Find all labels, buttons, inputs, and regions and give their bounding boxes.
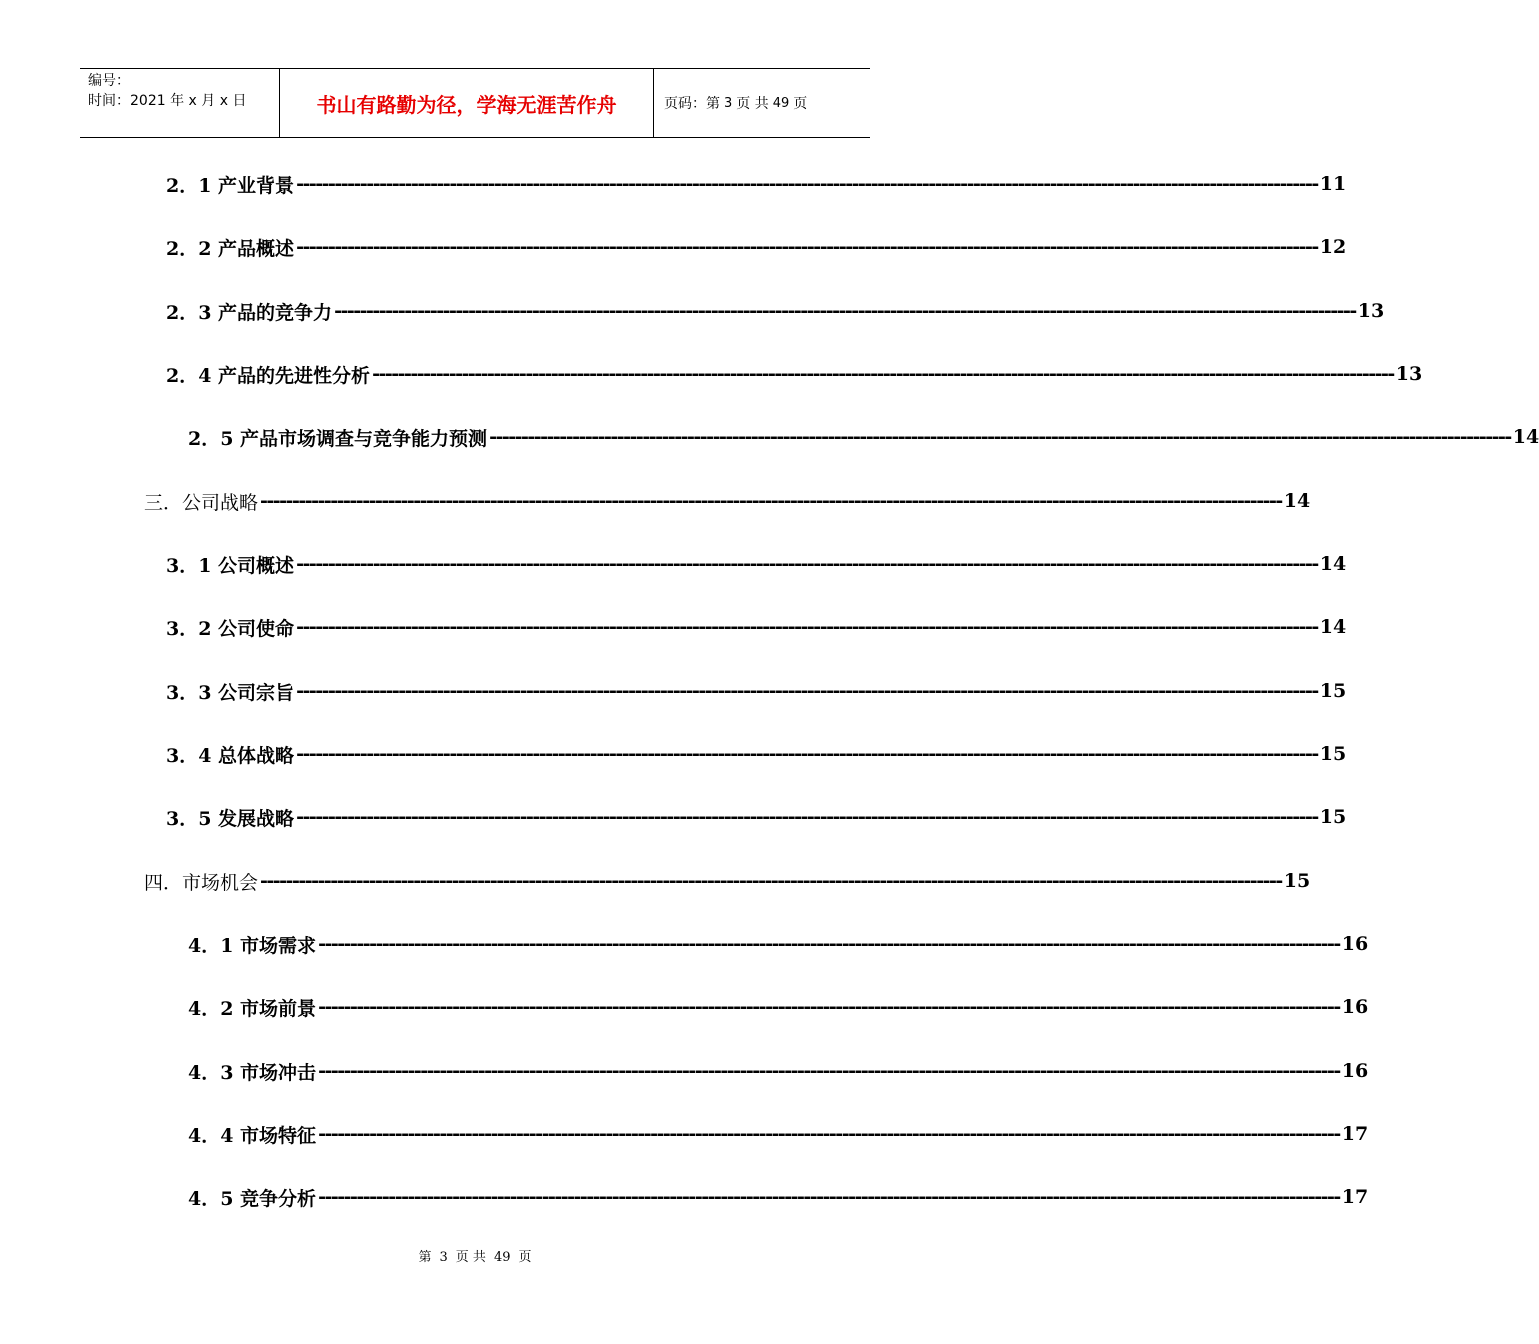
- toc-leader: ----------------------------------------------------------------------------------------------------------------------------------------------------------------: [296, 616, 1318, 638]
- toc-leader: ----------------------------------------------------------------------------------------------------------------------------------------------------------------: [318, 1186, 1340, 1208]
- toc-leader: ----------------------------------------------------------------------------------------------------------------------------------------------------------------: [318, 1123, 1340, 1145]
- header-page-info: [654, 69, 870, 137]
- page-header: [80, 68, 870, 138]
- toc-entry-title: 2．5 产品市场调查与竞争能力预测: [188, 427, 488, 450]
- toc-entry-title: 三．公司战略: [144, 491, 259, 514]
- toc-entry[interactable]: [188, 992, 1369, 1022]
- toc-entry[interactable]: [166, 549, 1347, 579]
- toc-entry-title: 3．1 公司概述: [166, 554, 295, 577]
- toc-entry-page: 16: [1341, 933, 1369, 955]
- toc-entry-page: 15: [1319, 680, 1347, 702]
- page-total: 49: [772, 95, 790, 111]
- toc-entry-title: 3．4 总体战略: [166, 744, 295, 767]
- toc-entry-page: 12: [1319, 236, 1347, 258]
- footer-total: 49: [493, 1250, 511, 1265]
- toc-entry[interactable]: [166, 612, 1347, 642]
- toc-entry[interactable]: [188, 422, 1539, 452]
- toc-entry[interactable]: [166, 232, 1347, 262]
- toc-entry-title: 2．2 产品概述: [166, 237, 295, 260]
- footer-current: 3: [439, 1250, 448, 1265]
- toc-leader: ----------------------------------------------------------------------------------------------------------------------------------------------------------------: [296, 680, 1318, 702]
- footer-prefix: 第: [418, 1250, 432, 1265]
- time-label: 时间：2021 年 x 月 x 日: [88, 93, 247, 109]
- toc-entry-page: 17: [1341, 1123, 1369, 1145]
- toc-entry-title: 4．4 市场特征: [188, 1124, 317, 1147]
- toc-entry-title: 四．市场机会: [144, 871, 259, 894]
- toc-entry[interactable]: [188, 1119, 1369, 1149]
- toc-entry-page: 16: [1341, 996, 1369, 1018]
- toc-entry[interactable]: [166, 676, 1347, 706]
- toc-leader: ----------------------------------------------------------------------------------------------------------------------------------------------------------------: [296, 553, 1318, 575]
- toc-leader: ----------------------------------------------------------------------------------------------------------------------------------------------------------------: [334, 300, 1356, 322]
- toc-entry-title: 2．3 产品的竞争力: [166, 301, 333, 324]
- page-current: 3: [724, 95, 733, 111]
- toc-entry-page: 16: [1341, 1060, 1369, 1082]
- toc-leader: ----------------------------------------------------------------------------------------------------------------------------------------------------------------: [296, 236, 1318, 258]
- toc-entry[interactable]: [144, 486, 1311, 516]
- toc-entry-page: 14: [1283, 490, 1311, 512]
- toc-leader: ----------------------------------------------------------------------------------------------------------------------------------------------------------------: [372, 363, 1394, 385]
- toc-entry-title: 3．3 公司宗旨: [166, 681, 295, 704]
- number-label: 编号：: [88, 73, 130, 89]
- page-prefix: 页码：第: [664, 96, 720, 112]
- page-footer: [0, 1246, 950, 1265]
- toc-entry[interactable]: [188, 1056, 1369, 1086]
- toc-leader: ----------------------------------------------------------------------------------------------------------------------------------------------------------------: [296, 173, 1318, 195]
- toc-leader: ----------------------------------------------------------------------------------------------------------------------------------------------------------------: [318, 996, 1340, 1018]
- toc-leader: ----------------------------------------------------------------------------------------------------------------------------------------------------------------: [260, 490, 1282, 512]
- toc-leader: ----------------------------------------------------------------------------------------------------------------------------------------------------------------: [296, 806, 1318, 828]
- page-suffix: 页: [793, 96, 808, 112]
- toc-entry-page: 13: [1395, 363, 1423, 385]
- toc-entry[interactable]: [144, 866, 1311, 896]
- toc-entry[interactable]: [166, 296, 1385, 326]
- toc-leader: ----------------------------------------------------------------------------------------------------------------------------------------------------------------: [260, 870, 1282, 892]
- toc-entry-title: 3．5 发展战略: [166, 807, 295, 830]
- toc-entry-page: 14: [1319, 553, 1347, 575]
- toc-entry-title: 4．3 市场冲击: [188, 1061, 317, 1084]
- toc-entry-title: 4．2 市场前景: [188, 997, 317, 1020]
- toc-entry-title: 2．4 产品的先进性分析: [166, 364, 371, 387]
- toc-leader: ----------------------------------------------------------------------------------------------------------------------------------------------------------------: [296, 743, 1318, 765]
- toc-entry[interactable]: [188, 929, 1369, 959]
- toc-entry-page: 11: [1319, 173, 1347, 195]
- toc-entry[interactable]: [166, 359, 1423, 389]
- toc-entry[interactable]: [188, 1182, 1369, 1212]
- footer-mid: 页 共: [455, 1250, 486, 1265]
- toc-leader: ----------------------------------------------------------------------------------------------------------------------------------------------------------------: [489, 426, 1511, 448]
- toc-entry-page: 15: [1319, 806, 1347, 828]
- toc-entry-title: 2．1 产业背景: [166, 174, 295, 197]
- toc-entry-page: 14: [1319, 616, 1347, 638]
- header-meta: [80, 69, 280, 137]
- toc-entry-title: 4．1 市场需求: [188, 934, 317, 957]
- toc-entry[interactable]: [166, 739, 1347, 769]
- toc-entry-page: 15: [1283, 870, 1311, 892]
- footer-suffix: 页: [518, 1250, 532, 1265]
- toc-entry[interactable]: [166, 169, 1347, 199]
- toc-leader: ----------------------------------------------------------------------------------------------------------------------------------------------------------------: [318, 933, 1340, 955]
- toc-entry-page: 14: [1512, 426, 1539, 448]
- toc-entry-title: 4．5 竞争分析: [188, 1187, 317, 1210]
- toc-entry-page: 17: [1341, 1186, 1369, 1208]
- toc-entry-page: 15: [1319, 743, 1347, 765]
- toc-entry-title: 3．2 公司使命: [166, 617, 295, 640]
- toc-leader: ----------------------------------------------------------------------------------------------------------------------------------------------------------------: [318, 1060, 1340, 1082]
- toc-entry[interactable]: [166, 802, 1347, 832]
- header-motto: 书山有路勤为径，学海无涯苦作舟: [280, 69, 654, 137]
- toc-entry-page: 13: [1357, 300, 1385, 322]
- page-mid: 页 共: [736, 96, 769, 112]
